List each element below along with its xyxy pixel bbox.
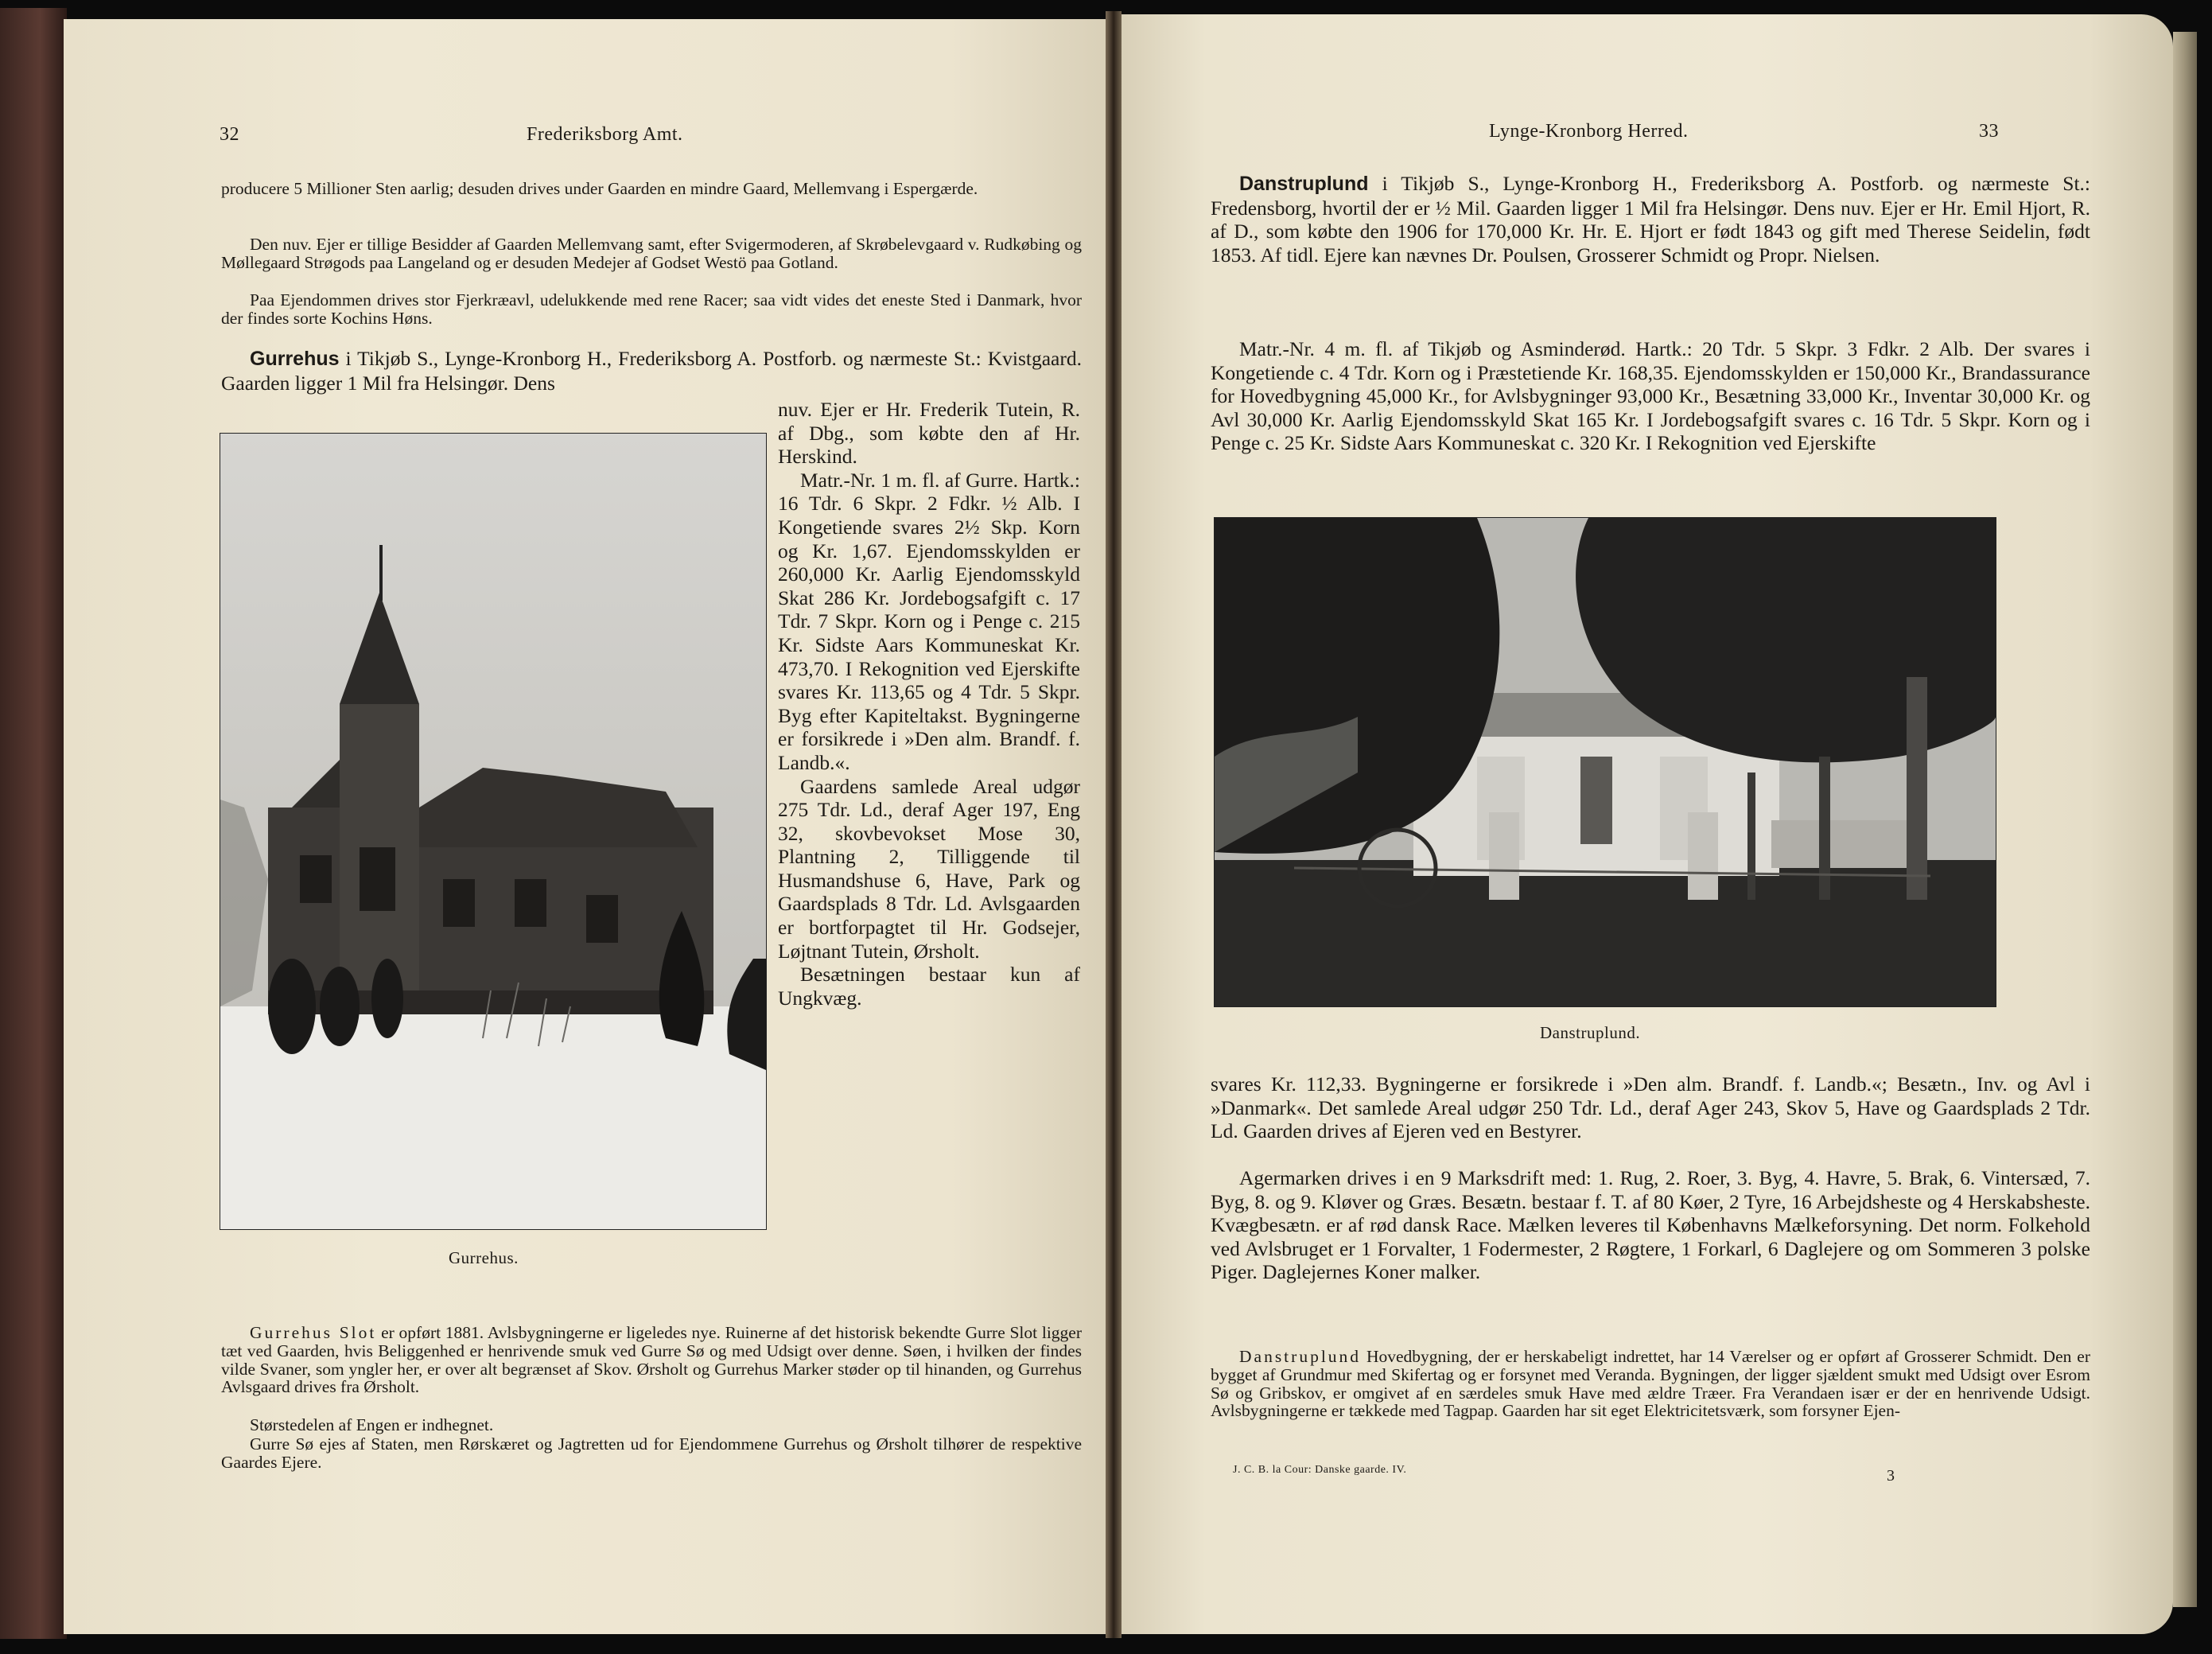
gurrehus-photo-caption: Gurrehus. (449, 1248, 519, 1267)
footer-credit: J. C. B. la Cour: Danske gaarde. IV. (1233, 1464, 1407, 1476)
danstruplund-intro-text: i Tikjøb S., Lynge-Kronborg H., Frederiksborg A. Postforb. og nærmeste St.: Fredensborg, hvortil der er ½ Mil. Gaarden ligger 1 Mil fra Helsingør. Dens nuv. Ejer er Hr. Emil Hjort, R. af D., som købte den 1906 for 170,000 Kr. Hr. E. Hjort er født 1843 og gift med Therese Seidelin, født 1853. Af tidl. Ejere kan nævnes Dr. Poulsen, Grosserer Schmidt og Propr. Nielsen. (1211, 172, 2090, 267)
gurrehus-photo (220, 433, 767, 1230)
gurrehus-livestock-paragraph: Besætningen bestaar kun af Ungkvæg. (778, 963, 1080, 1010)
danstruplund-building-lead: Danstruplund (1239, 1347, 1362, 1366)
right-page (1122, 14, 2173, 1634)
gurrehus-slot-paragraph (221, 1324, 1082, 1396)
book-page-edges (2173, 32, 2197, 1607)
left-page-number: 32 (220, 124, 239, 145)
left-bottom-paragraph-3: Gurre Sø ejes af Staten, men Rørskæret og Jagtretten ud for Ejendommene Gurrehus og Ørsholt tilhører de respektive Gaardes Ejere. (221, 1434, 1082, 1472)
left-top-paragraph-3: Paa Ejendommen drives stor Fjerkræavl, udelukkende med rene Racer; saa vidt vides det eneste Sted i Danmark, hvor der findes sorte Kochins Høns. (221, 290, 1082, 328)
danstruplund-entry-name: Danstruplund (1239, 173, 1369, 195)
gurrehus-slot-lead: Gurrehus Slot (250, 1323, 377, 1342)
danstruplund-photo (1214, 517, 1996, 1007)
danstruplund-photo-caption: Danstruplund. (1540, 1023, 1641, 1042)
gurrehus-area-paragraph: Gaardens samlede Areal udgør 275 Tdr. Ld., deraf Ager 197, Eng 32, skovbevokset Mose 30, Plantning 2, Tilliggende til Husmandshuse 6, Have, Park og Gaardsplads 8 Tdr. Ld. Avlsgaarden er bortforpagtet til Hr. Godsejer, Løjtnant Tutein, Ørsholt. (778, 774, 1080, 963)
gurrehus-side-column (778, 398, 1080, 1010)
right-page-number: 33 (1979, 121, 1999, 142)
danstruplund-matr-paragraph: Matr.-Nr. 4 m. fl. af Tikjøb og Asminderød. Hartk.: 20 Tdr. 5 Skpr. 3 Fdkr. 2 Alb. Der svares i Kongetiende c. 4 Tdr. Korn og i Præstetiende Kr. 168,35. Ejendomsskylden er 150,000 Kr., Brandassurance for Hovedbygning 45,000 Kr., for Avlsbygninger 93,000 Kr., Besætning 33,000 Kr., Inventar 30,000 Kr. og Avl 30,000 Kr. Aarlig Ejendomsskyld Skat 165 Kr. I Jordebogsafgift svares c. 16 Tdr. 5 Skpr. Korn og i Penge c. 25 Kr. Sidste Aars Kommuneskat c. 320 Kr. I Rekognition ved Ejerskifte (1211, 337, 2090, 455)
danstruplund-continued-paragraph: svares Kr. 112,33. Bygningerne er forsikrede i »Den alm. Brandf. f. Landb.«; Besætn., Inv. og Avl i »Danmark«. Det samlede Areal udgør 250 Tdr. Ld., deraf Ager 243, Skov 5, Have og Gaardsplads 2 Tdr. Ld. Gaarden drives af Ejeren ved en Bestyrer. (1211, 1072, 2090, 1143)
book-gutter (1106, 11, 1122, 1638)
gurrehus-entry-intro (221, 347, 1082, 395)
book-cover-left (0, 8, 67, 1639)
danstruplund-building-text: Hovedbygning, der er herskabeligt indrettet, har 14 Værelser og er opført af Grosserer Schmidt. Den er bygget af Grundmur med Skifertag og er forsynet med Veranda. Bygningen, der ligger sjældent smukt med Udsigt over Esrom Sø og Gribskov, er omgivet af en særdeles smuk Have med ældre Træer. Fra Verandaen især er der en henrivende Udsigt. Avlsbygningerne er tækkede med Tagpap. Gaarden har sit eget Elektricitetsværk, som forsyner Ejen- (1211, 1347, 2090, 1421)
gurrehus-entry-name: Gurrehus (250, 348, 340, 370)
danstruplund-building-paragraph (1211, 1348, 2090, 1420)
right-running-head: Lynge-Kronborg Herred. (1489, 121, 1689, 142)
left-top-paragraph-2: Den nuv. Ejer er tillige Besidder af Gaarden Mellemvang samt, efter Svigermoderen, af Skrøbelevgaard v. Rudkøbing og Møllegaard Strøgods paa Langeland og er desuden Medejer af Godset Westö paa Gotland. (221, 235, 1082, 272)
left-bottom-paragraph-2: Størstedelen af Engen er indhegnet. (250, 1415, 494, 1434)
gurrehus-intro-text: i Tikjøb S., Lynge-Kronborg H., Frederiksborg A. Postforb. og nærmeste St.: Kvistgaard. Gaarden ligger 1 Mil fra Helsingør. Dens (221, 347, 1082, 395)
danstruplund-entry-intro (1211, 172, 2090, 267)
gurrehus-matr-paragraph: Matr.-Nr. 1 m. fl. af Gurre. Hartk.: 16 Tdr. 6 Skpr. 2 Fdkr. ½ Alb. I Kongetiende svares 2½ Skp. Korn og Kr. 1,67. Ejendomsskylden er 260,000 Kr. Aarlig Ejendomsskyld Skat 286 Kr. Jordebogsafgift c. 17 Tdr. 7 Skpr. Korn og i Penge c. 215 Kr. Sidste Aars Kommuneskat Kr. 473,70. I Rekognition ved Ejerskifte svares Kr. 113,65 og 4 Tdr. 5 Skpr. Byg efter Kapiteltakst. Bygningerne er forsikrede i »Den alm. Brandf. f. Landb.«. (778, 468, 1080, 774)
gurrehus-owner-paragraph: nuv. Ejer er Hr. Frederik Tutein, R. af Dbg., som købte den af Hr. Herskind. (778, 398, 1080, 469)
danstruplund-farming-paragraph: Agermarken drives i en 9 Marksdrift med: 1. Rug, 2. Roer, 3. Byg, 4. Havre, 5. Brak, 6. Vintersæd, 7. Byg, 8. og 9. Kløver og Græs. Besætn. bestaar f. T. af 80 Køer, 2 Tyre, 16 Arbejdsheste og 4 Herskabsheste. Kvægbesætn. er af rød dansk Race. Mælken leveres til Københavns Mælkeforsyning. Det norm. Folkehold ved Avlsbruget er 1 Forvalter, 1 Fodermester, 2 Røgtere, 1 Forkarl, 6 Daglejere og om Sommeren 3 polske Piger. Daglejernes Koner malker. (1211, 1166, 2090, 1284)
left-page (64, 19, 1106, 1634)
signature-mark: 3 (1887, 1467, 1895, 1485)
left-running-head: Frederiksborg Amt. (527, 124, 683, 145)
left-top-paragraph-1: producere 5 Millioner Sten aarlig; desuden drives under Gaarden en mindre Gaard, Mellemvang i Espergærde. (221, 179, 978, 198)
gurrehus-slot-text: er opført 1881. Avlsbygningerne er ligeledes nye. Ruinerne af det historisk bekendte Gurre Slot ligger tæt ved Gaarden, hvis Beliggenhed er henrivende smuk ved Gurre Sø og med Udsigt over denne. Søen, i hvilken der findes vilde Svaner, som yngler her, er over alt begrænset af Skov. Ørsholt og Gurrehus Marker støder op til hinanden, og Gurrehus Avlsgaard drives fra Ørsholt. (221, 1323, 1083, 1397)
